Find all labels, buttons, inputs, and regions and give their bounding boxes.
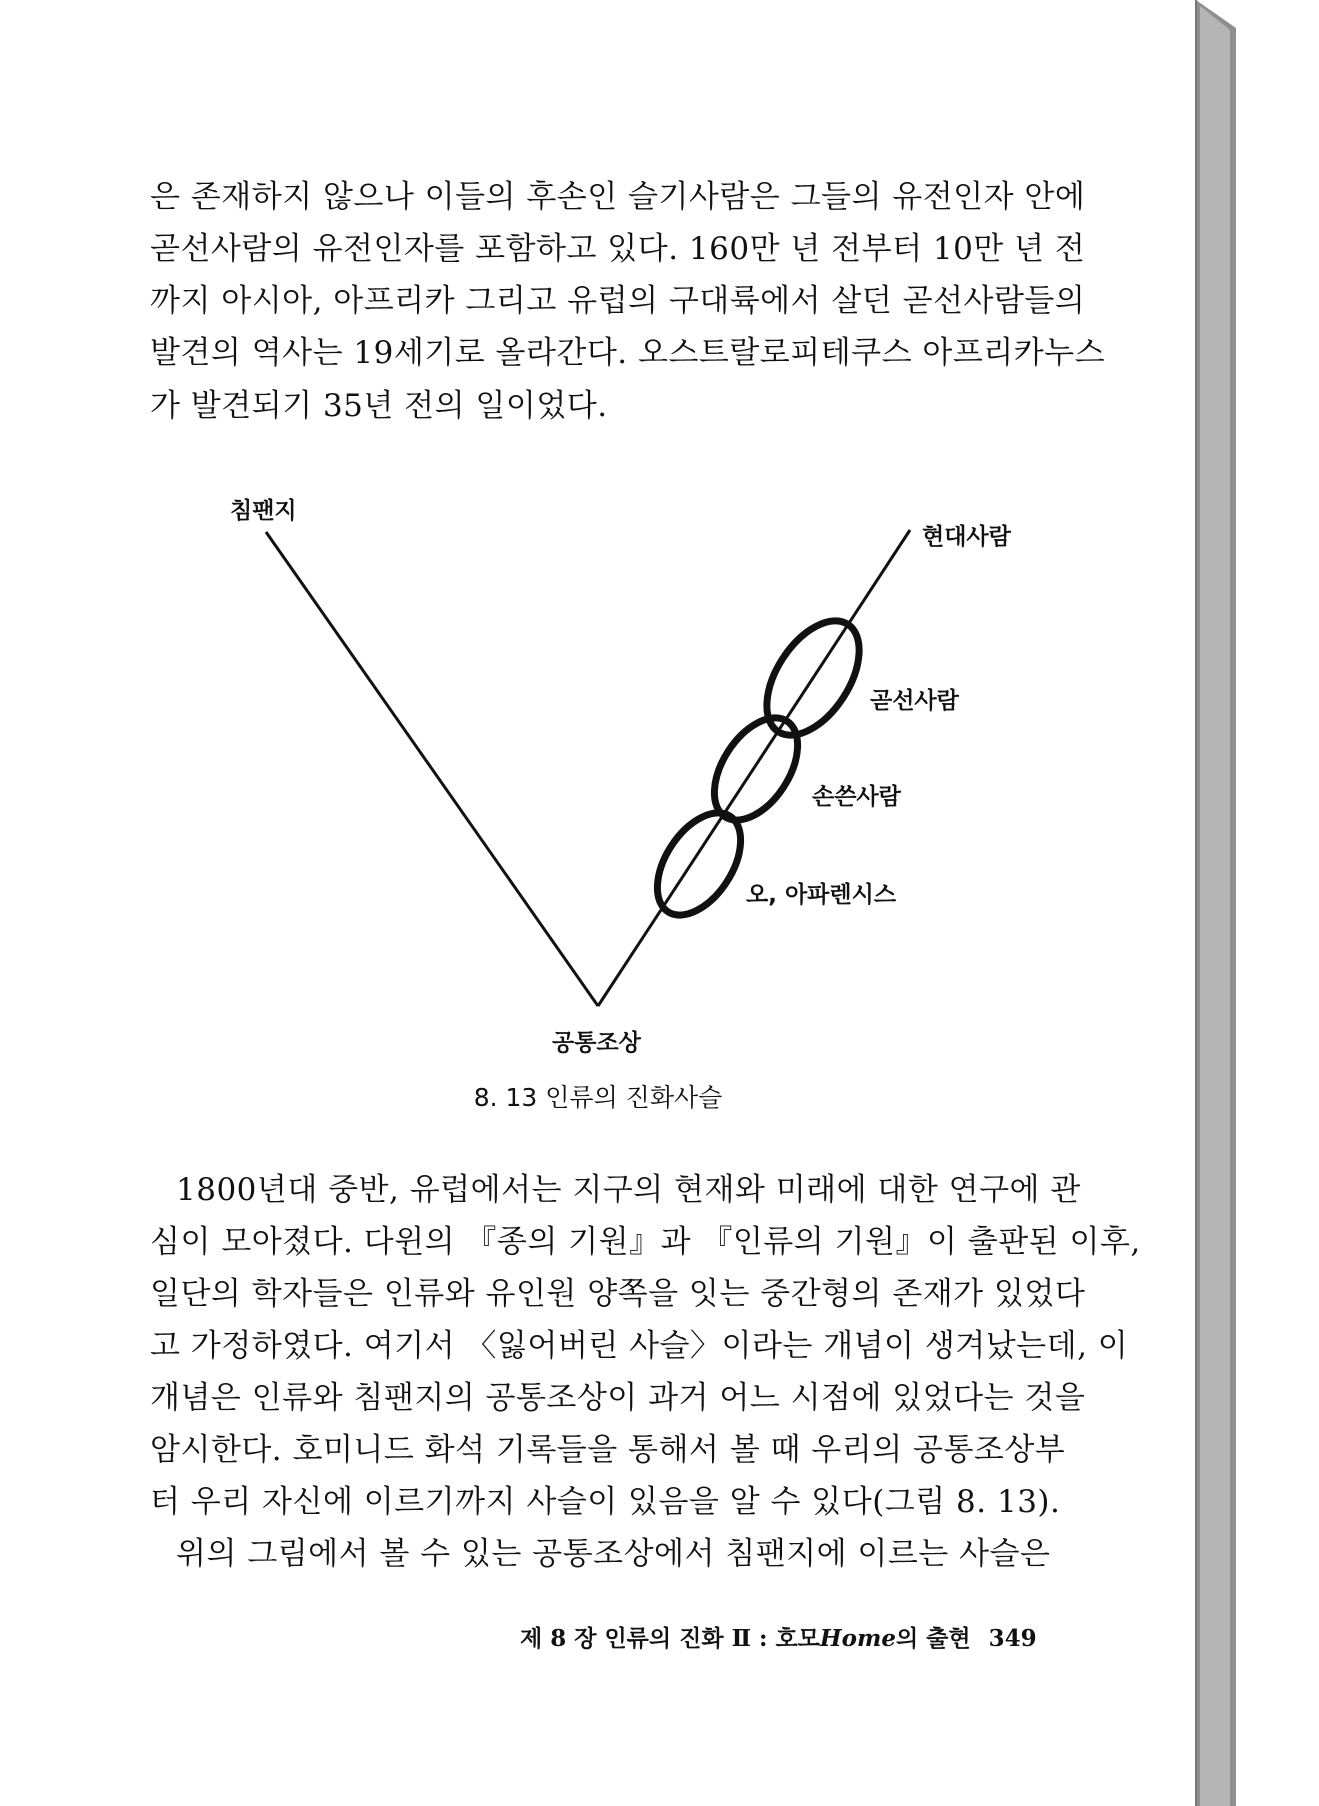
footer-suffix: 의 출현 [895, 1625, 971, 1652]
text-line: 개념은 인류와 침팬지의 공통조상이 과거 어느 시점에 있었다는 것을 [150, 1380, 1086, 1416]
text-line: 일단의 학자들은 인류와 유인원 양쪽을 잇는 중간형의 존재가 있었다 [150, 1276, 1086, 1312]
label-chimpanzee: 침팬지 [230, 498, 297, 524]
footer-chapter: 제 8 장 인류의 진화 Ⅱ : 호모 [520, 1625, 820, 1652]
label-homo-habilis: 손쓴사람 [812, 784, 901, 810]
label-common-ancestor: 공통조상 [552, 1030, 641, 1056]
label-modern-human: 현대사람 [922, 524, 1011, 550]
label-homo-erectus: 곧선사람 [870, 688, 959, 714]
figure-caption: 8. 13 인류의 진화사슬 [473, 1083, 723, 1112]
text-line: 위의 그림에서 볼 수 있는 공통조상에서 침팬지에 이르는 사슬은 [176, 1536, 1051, 1572]
page-number: 349 [988, 1625, 1037, 1652]
page-thickness-highlight [1200, 6, 1230, 1806]
text-line: 은 존재하지 않으나 이들의 후손인 슬기사람은 그들의 유전인자 안에 [150, 179, 1086, 215]
text-line: 가 발견되기 35년 전의 일이었다. [150, 388, 608, 424]
label-afarensis: 오, 아파렌시스 [746, 882, 897, 908]
text-line: 1800년대 중반, 유럽에서는 지구의 현재와 미래에 대한 연구에 관 [176, 1172, 1081, 1208]
text-line: 터 우리 자신에 이르기까지 사슬이 있음을 알 수 있다(그림 8. 13). [150, 1484, 1061, 1520]
text-line: 까지 아시아, 아프리카 그리고 유럽의 구대륙에서 살던 곧선사람들의 [150, 283, 1086, 319]
text-line: 고 가정하였다. 여기서 〈잃어버린 사슬〉이라는 개념이 생겨났는데, 이 [150, 1328, 1129, 1364]
text-line: 심이 모아졌다. 다윈의 『종의 기원』과 『인류의 기원』이 출판된 이후, [150, 1224, 1141, 1260]
text-line: 곧선사람의 유전인자를 포함하고 있다. 160만 년 전부터 10만 년 전 [150, 231, 1086, 267]
text-line: 발견의 역사는 19세기로 올라간다. 오스트랄로피테쿠스 아프리카누스 [150, 335, 1106, 371]
text-line: 암시한다. 호미니드 화석 기록들을 통해서 볼 때 우리의 공통조상부 [150, 1432, 1066, 1468]
footer-home: Home [819, 1625, 896, 1652]
